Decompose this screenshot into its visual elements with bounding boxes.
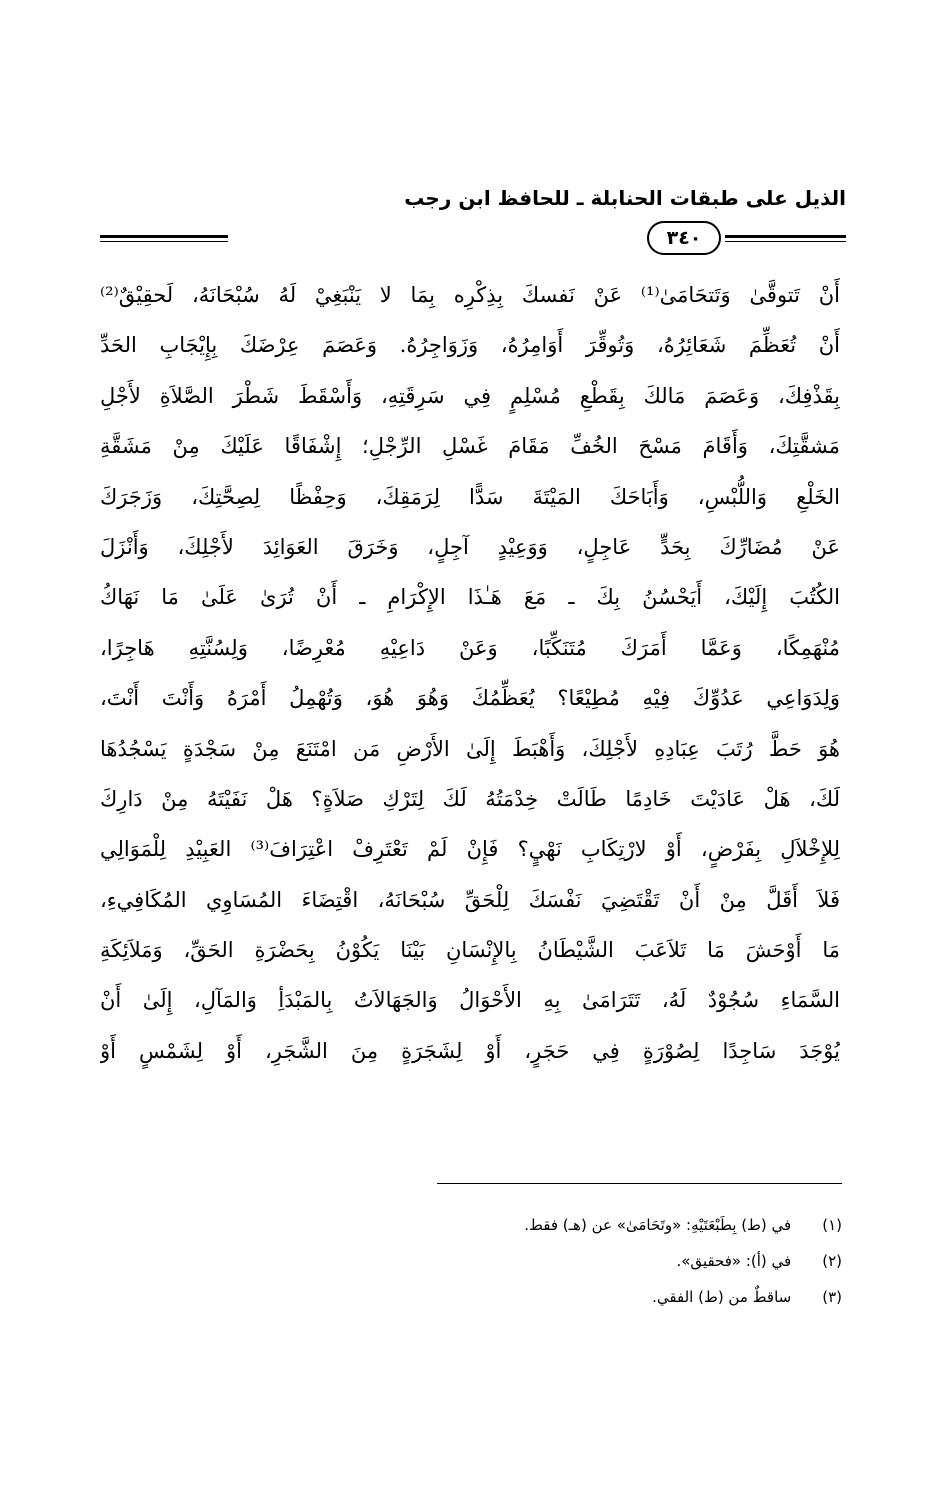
text-line: مَا أَوْحَشَ مَا تَلاَعَبَ الشَّيْطَانُ بِالإِنْسَانِ بَيْنَا يَكُوْنُ بِحَضْرَةِ الحَقِّ، وَمَلاَئِكَةِ xyxy=(100,938,840,963)
footnote-1 xyxy=(300,1207,842,1243)
footnote-number: (٢) xyxy=(822,1252,842,1270)
text-line: وَلِدَوَاعِي عَدُوِّكَ فِيْهِ مُطِيْعًا؟ يُعَظِّمُكَ وَهُوَ هُوَ، وَتُهْمِلُ أَمْرَهُ وَأَنْتَ أَنْتَ، xyxy=(100,686,840,711)
footnote-3 xyxy=(300,1279,842,1315)
footnote-text: ساقطٌ من (ط) الفقي. xyxy=(652,1288,792,1306)
text-line: أَنْ تَتوقَّىٰ وَتَتحَامَىٰ⁽¹⁾ عَنْ نَفسكَ بِذِكْرِه بِمَا لا يَنْبَغِيْ لَهُ سُبْحَانَهُ، لَحقِيْقٌ⁽²⁾ xyxy=(100,283,840,307)
footnote-number: (٣) xyxy=(822,1288,842,1306)
page-number: ٣٤٠ xyxy=(647,221,721,255)
text-line: عَنْ مُضَارِّكَ بِحَدٍّ عَاجِلٍ، وَوَعِيْدٍ آجِلٍ، وَخَرَقَ العَوَائِدَ لأَجْلِكَ، وَأَنْزَلَ xyxy=(100,534,840,559)
footnote-separator xyxy=(437,1183,842,1184)
text-line: فَلاَ أَقَلَّ مِنْ أَنْ تَقْتَضِيَ نَفْسَكَ لِلْحَقِّ سُبْحَانَهُ، اقْتِضَاءَ المُسَاوِي المُكَافِيءِ، xyxy=(100,887,840,912)
text-line: يُوْجَدَ سَاجِدًا لِصُوْرَةٍ فِي حَجَرٍ، أَوْ لِشَجَرَةٍ مِنَ الشَّجَرِ، أَوْ لِشَمْسٍ أَوْ xyxy=(100,1038,840,1063)
text-line: بِقَذْفِكَ، وَعَصَمَ مَالكَ بِقَطْعِ مُسْلِمٍ فِي سَرِقَتِهِ، وَأَسْقَطَ شَطْرَ الصَّلاَةِ لأَجْلِ xyxy=(100,383,840,408)
running-title: الذيل على طبقات الحنابلة ـ للحافظ ابن رجب xyxy=(404,186,846,210)
text-line: الكُتُبَ إِلَيْكَ، أَيَحْسُنُ بِكَ ـ مَعَ هَـٰذَا الإِكْرَامِ ـ أَنْ تُرَىٰ عَلَىٰ مَا نَهَاكُ xyxy=(100,585,840,610)
text-line: الخَلْعِ وَاللُّبْسِ، وَأَبَاحَكَ المَيْتَةَ سَدًّا لِرَمَقِكَ، وَحِفْظًا لِصِحَّتِكَ، وَزَجَرَكَ xyxy=(100,484,840,509)
footnote-number: (١) xyxy=(822,1216,842,1234)
footnote-text: في (ط) بِطَبْعَتَيْهِ: «وتَحَامَىٰ» عن (هـ) فقط. xyxy=(524,1216,792,1234)
main-text xyxy=(100,270,840,1076)
text-line: لِلإِخْلاَلِ بِفَرْضٍ، أَوْ لارْتِكَابِ نَهْيٍ؟ فَإِنْ لَمْ تَعْتَرِفْ اعْتِرَافَ⁽³⁾ العَبِيْدِ لِلْمَوَالِي xyxy=(100,837,840,862)
text-line: هُوَ حَطَّ رُتَبَ عِبَادِهِ لأَجْلِكَ، وَأَهْبَطَ إِلَىٰ الأَرْضِ مَن امْتَنَعَ مِنْ سَجْدَةٍ يَسْجُدُهَا xyxy=(100,736,840,761)
footnote-2 xyxy=(300,1243,842,1279)
text-line: لَكَ، هَلْ عَادَيْتَ خَادِمًا طَالَتْ خِدْمَتُهُ لَكَ لِتَرْكِ صَلاَةٍ؟ هَلْ نَفَيْتَهُ مِنْ دَارِكَ xyxy=(100,786,840,811)
text-line: أَنْ تُعَظِّمَ شَعَائِرُهُ، وَتُوقِّرَ أَوَامِرُهُ، وَزَوَاجِرُهُ. وَعَصَمَ عِرْضَكَ بِإِيْجَابِ الحَدِّ xyxy=(100,333,840,358)
text-line: مُنْهَمِكًا، وَعَمَّا أَمَرَكَ مُتَنَكِّبًا، وَعَنْ دَاعِيْهِ مُعْرِضًا، وَلِسُنَّتِهِ هَاجِرًا، xyxy=(100,635,840,660)
header-rule-left xyxy=(100,235,228,242)
footnotes xyxy=(300,1207,842,1315)
header-rule-right xyxy=(725,235,846,242)
footnote-text: في (أ): «فحقيق». xyxy=(676,1252,792,1270)
text-line: مَشقَّتِكَ، وَأَقَامَ مَسْحَ الخُفِّ مَقَامَ غَسْلِ الرِّجْلِ؛ إِشْفَاقًا عَلَيْكَ مِنْ مَشَقَّةِ xyxy=(100,434,840,459)
text-line: السَّمَاءِ سُجُوْدٌ لَهُ، تَتَرَامَىٰ بِهِ الأَحْوَالُ وَالجَهَالاَتُ بِالمَبْدَأِ وَالمَآلِ، إِلَىٰ أَنْ xyxy=(100,988,840,1013)
